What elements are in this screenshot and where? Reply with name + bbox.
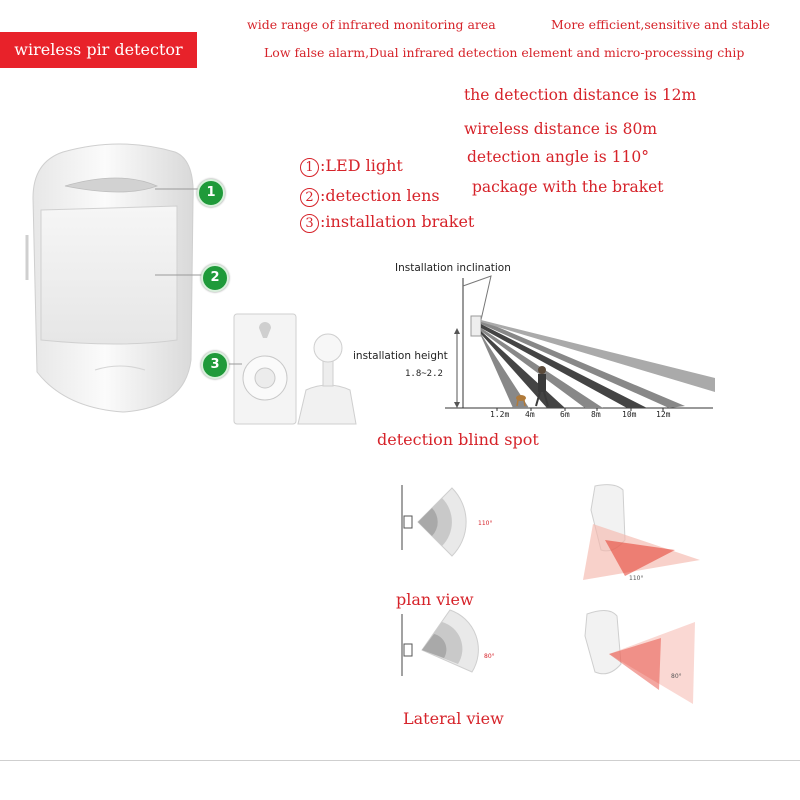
- distance-tick-5: 10m: [622, 410, 637, 419]
- callout-1-icon: 1: [197, 179, 225, 207]
- plan-view-label: plan view: [396, 590, 474, 609]
- spec-detection-angle: detection angle is 110°: [467, 148, 649, 166]
- distance-tick-3: 6m: [560, 410, 570, 419]
- legend-label-3: :installation braket: [320, 212, 475, 231]
- installation-inclination-label: Installation inclination: [395, 262, 511, 274]
- installation-bracket-image: [228, 310, 368, 430]
- lateral-view-label: Lateral view: [403, 709, 504, 728]
- legend-number-1: 1: [300, 158, 319, 177]
- lateral-view-diagram: [400, 606, 500, 696]
- detection-range-diagram: [395, 258, 725, 423]
- legend-installation-braket: [300, 212, 474, 233]
- legend-label-2: :detection lens: [320, 186, 440, 205]
- plan-view-diagram: [400, 480, 500, 580]
- distance-tick-1: 1.2m: [490, 410, 510, 419]
- product-title-tag: wireless pir detector: [0, 32, 197, 68]
- callout-2-icon: 2: [201, 264, 229, 292]
- distance-tick-6: 12m: [656, 410, 671, 419]
- pir-detector-image: [25, 140, 225, 430]
- blind-spot-title: detection blind spot: [377, 430, 539, 449]
- bottom-divider: [0, 760, 800, 761]
- legend-number-2: 2: [300, 188, 319, 207]
- lateral-photo-angle: 80°: [671, 673, 682, 680]
- distance-tick-4: 8m: [591, 410, 601, 419]
- feature-monitoring-area: wide range of infrared monitoring area: [247, 17, 496, 32]
- lateral-view-photo: [565, 606, 705, 716]
- lateral-view-angle: 80°: [484, 653, 495, 660]
- spec-wireless-distance: wireless distance is 80m: [464, 120, 658, 138]
- legend-led-light: [300, 156, 403, 177]
- feature-low-false-alarm: Low false alarm,Dual infrared detection element and micro-processing chip: [264, 45, 745, 60]
- distance-tick-2: 4m: [525, 410, 535, 419]
- feature-efficiency: More efficient,sensitive and stable: [551, 17, 770, 32]
- legend-detection-lens: [300, 186, 440, 207]
- plan-view-angle: 110°: [478, 520, 493, 527]
- plan-photo-angle: 110°: [629, 575, 644, 582]
- callout-3-icon: 3: [201, 351, 229, 379]
- spec-detection-distance: the detection distance is 12m: [464, 86, 697, 104]
- spec-package: package with the braket: [472, 178, 664, 196]
- installation-height-value: 1.8~2.2: [405, 369, 443, 379]
- legend-number-3: 3: [300, 214, 319, 233]
- plan-view-photo: [565, 480, 705, 590]
- installation-height-label: installation height: [353, 350, 448, 362]
- legend-label-1: :LED light: [320, 156, 403, 175]
